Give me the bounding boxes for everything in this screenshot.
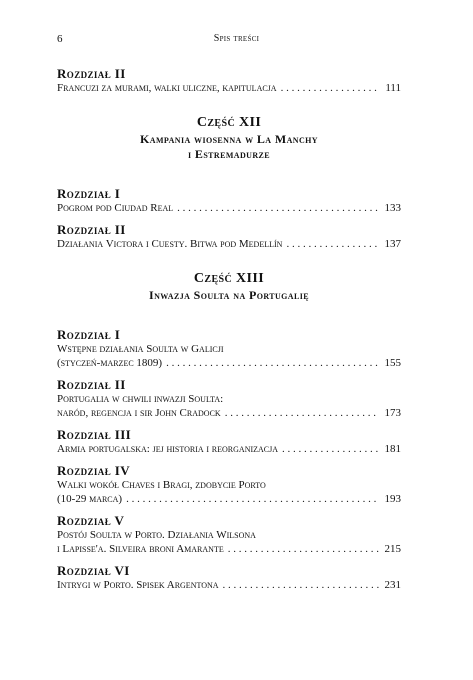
chapter-heading: Rozdział IV xyxy=(57,463,130,478)
page-ref: 133 xyxy=(384,202,401,214)
chapter-title-line xyxy=(57,542,401,556)
toc-entry[interactable] xyxy=(57,377,401,420)
chapter-title-text: (10-29 marca) xyxy=(57,493,123,505)
chapter-heading: Rozdział V xyxy=(57,513,125,528)
dot-leader xyxy=(228,542,379,556)
part-title: Część XIII xyxy=(193,271,265,286)
page-ref: 173 xyxy=(384,407,401,419)
chapter-title-text: Francuzi za murami, walki uliczne, kapitulacja xyxy=(57,82,277,94)
toc-entry[interactable] xyxy=(57,222,401,251)
chapter-title-line xyxy=(57,528,401,542)
chapter-title-line xyxy=(57,406,401,420)
part-title: Część XII xyxy=(196,115,262,130)
page-ref: 181 xyxy=(384,443,401,455)
chapter-title-line xyxy=(57,342,401,356)
chapter-title-line xyxy=(57,356,401,370)
chapter-title-line xyxy=(57,392,401,406)
chapter-heading: Rozdział I xyxy=(57,327,121,342)
chapter-title-text: Pogrom pod Ciudad Real xyxy=(57,202,174,214)
page-ref: 231 xyxy=(384,579,401,591)
table-of-contents xyxy=(57,64,401,592)
running-head: Spis treści xyxy=(213,33,260,44)
chapter-title-text: Intrygi w Porto. Spisek Argentona xyxy=(57,579,219,591)
chapter-title-line xyxy=(57,201,401,215)
chapter-heading: Rozdział III xyxy=(57,427,132,442)
chapter-title-line xyxy=(57,492,401,506)
chapter-heading: Rozdział II xyxy=(57,222,126,237)
chapter-heading: Rozdział II xyxy=(57,66,126,81)
page-ref: 155 xyxy=(384,357,401,369)
toc-entry[interactable] xyxy=(57,463,401,506)
chapter-title-text: (styczeń-marzec 1809) xyxy=(57,357,163,369)
dot-leader xyxy=(126,492,379,506)
chapter-heading: Rozdział I xyxy=(57,186,121,201)
chapter-heading: Rozdział VI xyxy=(57,563,130,578)
chapter-title-text: Armia portugalska: jej historia i reorganizacja xyxy=(57,443,279,455)
dot-leader xyxy=(177,201,379,215)
chapter-title-text: Wstępne działania Soulta w Galicji xyxy=(57,343,224,355)
chapter-title-text: Działania Victora i Cuesty. Bitwa pod Medellín xyxy=(57,238,283,250)
chapter-title-line xyxy=(57,237,401,251)
toc-entry[interactable] xyxy=(57,327,401,370)
part-block xyxy=(57,270,401,303)
part-subtitle-line: i Estremadurze xyxy=(188,147,270,161)
part-subtitle-line: Inwazja Soulta na Portugalię xyxy=(149,288,309,302)
chapter-title-text: Walki wokół Chaves i Bragi, zdobycie Porto xyxy=(57,479,266,491)
chapter-title-line xyxy=(57,578,401,592)
page-ref: 111 xyxy=(385,82,401,94)
dot-leader xyxy=(286,237,379,251)
chapter-title-text: i Lapisse'a. Silveira broni Amarante xyxy=(57,543,224,555)
toc-entry[interactable] xyxy=(57,563,401,592)
page-ref: 215 xyxy=(384,543,401,555)
page-number: 6 xyxy=(57,33,63,45)
dot-leader xyxy=(281,81,379,95)
chapter-title-text: naród, regencja i sir John Cradock xyxy=(57,407,221,419)
part-subtitle-line: Kampania wiosenna w La Manchy xyxy=(140,132,318,146)
part-block xyxy=(57,114,401,162)
chapter-title-line xyxy=(57,81,401,95)
toc-entry[interactable] xyxy=(57,513,401,556)
chapter-title-text: Portugalia w chwili inwazji Soulta: xyxy=(57,393,224,405)
chapter-title-text: Postój Soulta w Porto. Działania Wilsona xyxy=(57,529,256,541)
dot-leader xyxy=(225,406,379,420)
toc-entry[interactable] xyxy=(57,186,401,215)
page-ref: 137 xyxy=(384,238,401,250)
dot-leader xyxy=(223,578,379,592)
chapter-title-line xyxy=(57,442,401,456)
page-ref: 193 xyxy=(384,493,401,505)
toc-entry[interactable] xyxy=(57,427,401,456)
dot-leader xyxy=(282,442,379,456)
toc-entry[interactable] xyxy=(57,66,401,95)
chapter-heading: Rozdział II xyxy=(57,377,126,392)
dot-leader xyxy=(166,356,379,370)
chapter-title-line xyxy=(57,478,401,492)
